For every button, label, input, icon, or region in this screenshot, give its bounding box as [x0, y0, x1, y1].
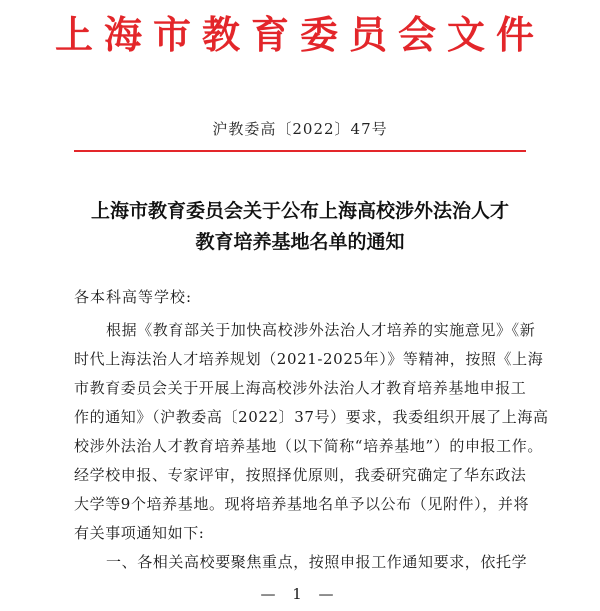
notice-title-line-1: 上海市教育委员会关于公布上海高校涉外法治人才 — [90, 200, 509, 222]
document-number: 沪教委高〔2022〕47号 — [212, 120, 388, 138]
body-line-6: 经学校申报、专家评审，按照择优原则，我委研究确定了华东政法 — [74, 466, 527, 484]
body-line-4: 作的通知》（沪教委高〔2022〕37号）要求，我委组织开展了上海高 — [74, 408, 549, 426]
body-line-2: 时代上海法治人才培养规划（2021-2025年）》等精神，按照《上海 — [74, 350, 544, 368]
page-number: — 1 — — [260, 585, 340, 603]
letterhead-title: 上海市教育委员会文件 — [54, 12, 545, 57]
body-line-8: 有关事项通知如下: — [74, 524, 205, 542]
body-line-9: 一、各相关高校要聚焦重点，按照申报工作通知要求，依托学 — [106, 553, 528, 571]
body-line-7: 大学等9个培养基地。现将培养基地名单予以公布（见附件），并将 — [74, 495, 530, 513]
salutation: 各本科高等学校: — [74, 288, 193, 306]
red-divider-rule — [74, 150, 526, 152]
notice-title — [0, 196, 600, 258]
notice-title-line-2: 教育培养基地名单的通知 — [195, 231, 405, 253]
body-line-1: 根据《教育部关于加快高校涉外法治人才培养的实施意见》《新 — [106, 321, 536, 339]
body-line-5: 校涉外法治人才教育培养基地（以下简称“培养基地”）的申报工作。 — [74, 437, 543, 455]
body-line-3: 市教育委员会关于开展上海高校涉外法治人才教育培养基地申报工 — [74, 379, 527, 397]
